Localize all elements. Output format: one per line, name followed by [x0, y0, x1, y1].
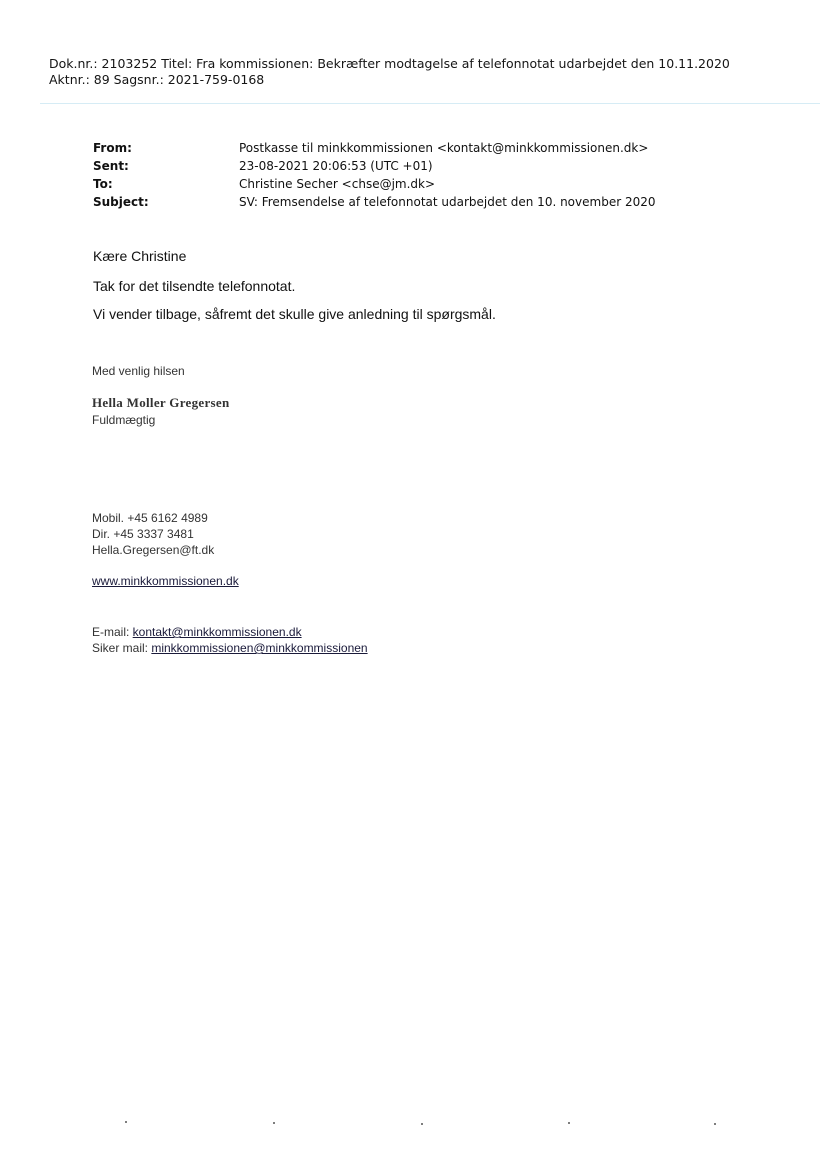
signature-title: Fuldmægtig — [92, 413, 156, 427]
sent-value: 23-08-2021 20:06:53 (UTC +01) — [239, 159, 433, 173]
scan-divider — [40, 103, 820, 104]
secure-mail-link[interactable]: minkkommissionen@minkkommissionen — [151, 641, 368, 655]
greeting: Kære Christine — [93, 248, 187, 264]
from-label: From: — [93, 141, 132, 155]
email-block — [92, 624, 368, 656]
scan-speck — [421, 1123, 423, 1125]
scan-speck — [273, 1122, 275, 1124]
meta-row-sent — [93, 157, 655, 175]
signature-name: Hella Moller Gregersen — [92, 395, 230, 410]
meta-row-from — [93, 139, 655, 157]
secure-mail-row — [92, 640, 368, 656]
mobile-number: Mobil. +45 6162 4989 — [92, 511, 208, 525]
meta-row-subject — [93, 193, 655, 211]
subject-value: SV: Fremsendelse af telefonnotat udarbejdet den 10. november 2020 — [239, 195, 656, 209]
to-value: Christine Secher <chse@jm.dk> — [239, 177, 436, 191]
email-link[interactable]: kontakt@minkkommissionen.dk — [132, 625, 302, 639]
scan-speck — [568, 1122, 570, 1124]
meta-row-to — [93, 175, 655, 193]
scan-speck — [714, 1123, 716, 1125]
contact-block — [92, 510, 214, 558]
email-row — [92, 624, 368, 640]
document-title-line: Dok.nr.: 2103252 Titel: Fra kommissionen: Bekræfter modtagelse af telefonnotat udarbejdet den 10.11.2020 — [49, 56, 730, 71]
sent-label: Sent: — [93, 159, 129, 173]
document-header — [49, 56, 730, 88]
closing: Med venlig hilsen — [92, 364, 185, 378]
website-link[interactable]: www.minkkommissionen.dk — [92, 574, 239, 588]
direct-number: Dir. +45 3337 3481 — [92, 527, 194, 541]
subject-label: Subject: — [93, 195, 149, 209]
document-case-line: Aktnr.: 89 Sagsnr.: 2021-759-0168 — [49, 72, 265, 87]
email-label: E-mail: — [92, 625, 133, 639]
secure-mail-label: Siker mail: — [92, 641, 152, 655]
from-value: Postkasse til minkkommissionen <kontakt@minkkommissionen.dk> — [239, 141, 649, 155]
website-link-row — [92, 574, 239, 588]
personal-email: Hella.Gregersen@ft.dk — [92, 543, 215, 557]
to-label: To: — [93, 177, 113, 191]
body-line-1: Tak for det tilsendte telefonnotat. — [93, 278, 296, 294]
body-line-2: Vi vender tilbage, såfremt det skulle give anledning til spørgsmål. — [93, 306, 496, 322]
email-meta — [93, 139, 655, 211]
scan-speck — [125, 1121, 127, 1123]
